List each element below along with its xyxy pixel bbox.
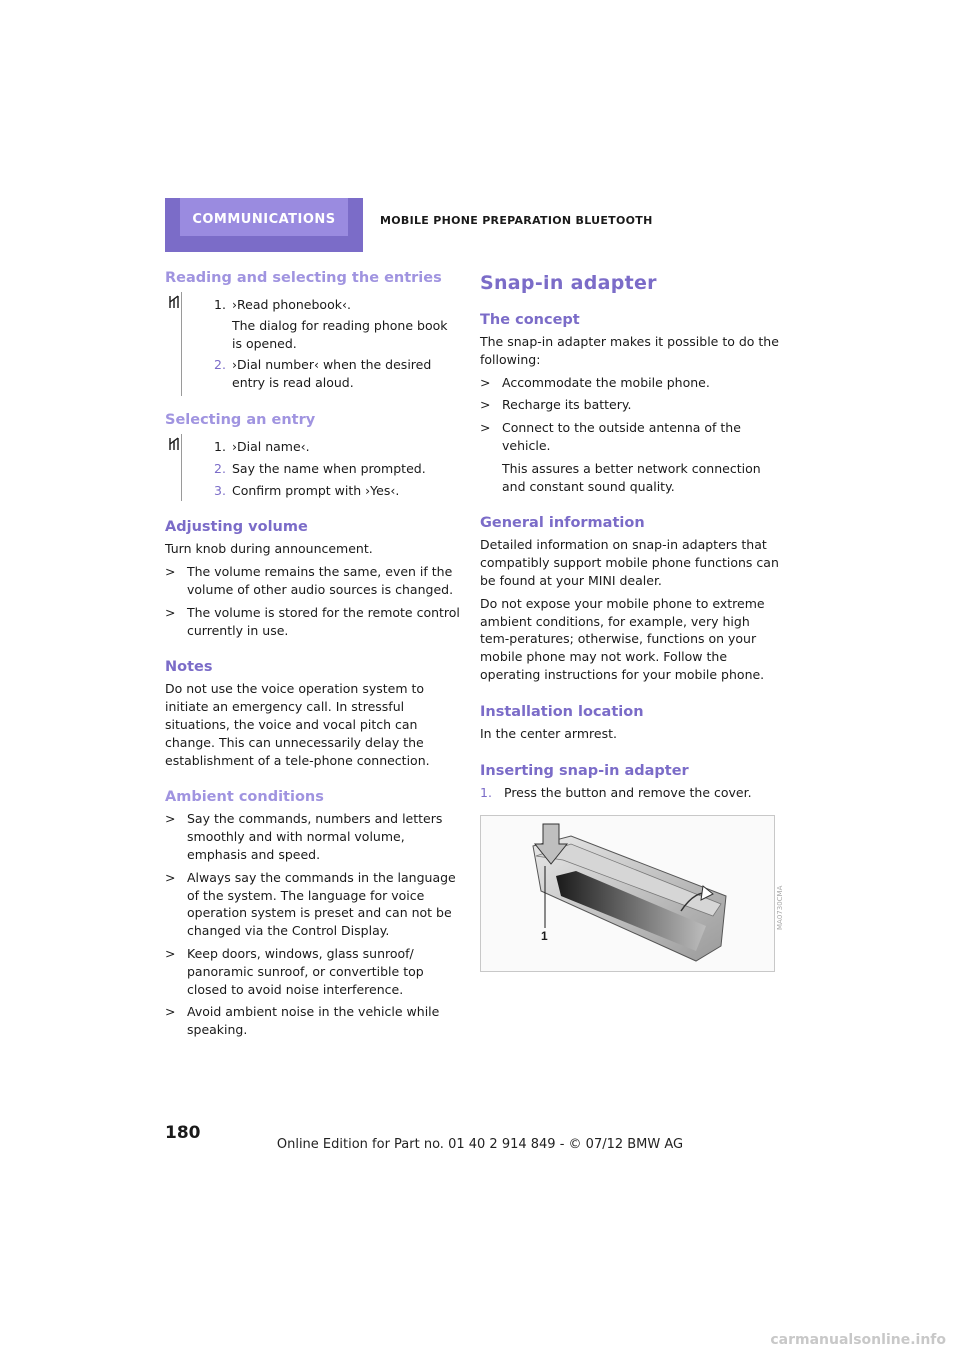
install-heading: Installation location — [480, 703, 644, 720]
step-text: Confirm prompt with ›Yes‹. — [232, 482, 400, 498]
bullet-mark: > — [165, 604, 176, 620]
step-number: 2. — [214, 460, 226, 476]
watermark: carmanualsonline.info — [770, 1332, 946, 1348]
reading-heading: Reading and selecting the entries — [165, 270, 442, 286]
step-number: 1. — [214, 297, 226, 312]
step-text: ›Read phonebook‹. — [232, 297, 351, 312]
concept-heading: The concept — [480, 312, 580, 328]
bullet-mark: > — [165, 1004, 176, 1020]
bullet-text: Accommodate the mobile phone. — [502, 374, 710, 390]
ambient-bullet-4 — [165, 1003, 460, 1039]
footer-text: Online Edition for Part no. 01 40 2 914 849 - © 07/12 BMW AG — [276, 1137, 684, 1152]
bullet-text: The volume is stored for the remote control currently in use. — [187, 604, 460, 638]
section-tab — [165, 198, 363, 252]
bullet-mark: > — [480, 374, 491, 390]
install-text: In the center armrest. — [480, 725, 617, 741]
selecting-step-2 — [214, 460, 460, 478]
bullet-text: Connect to the outside antenna of the vehicle. — [502, 420, 741, 453]
volume-heading: Adjusting volume — [165, 519, 308, 536]
notes-heading: Notes — [165, 659, 213, 676]
step-text: ›Dial number‹ when the desired entry is read aloud. — [232, 357, 432, 391]
step-number: 1. — [214, 438, 226, 454]
reading-step-1 — [214, 296, 460, 352]
concept-note: This assures a better network connection and constant sound quality. — [502, 460, 761, 494]
general-p1: Detailed information on snap-in adapters that compatibly support mobile phone functions can be found at your MINI dealer. — [480, 537, 779, 588]
microphone-icon — [168, 294, 180, 310]
volume-intro: Turn knob during announcement. — [165, 541, 373, 557]
step-text: Press the button and remove the cover. — [504, 784, 752, 800]
bullet-mark: > — [165, 945, 176, 961]
figure-code: MA0730CMA — [776, 885, 784, 930]
bullet-mark: > — [480, 397, 491, 413]
bullet-mark: > — [165, 869, 176, 885]
armrest-illustration — [480, 815, 775, 972]
armrest-drawing — [481, 816, 774, 971]
bullet-text: Recharge its battery. — [502, 397, 632, 413]
page-number: 180 — [165, 1123, 201, 1143]
subsection-title: MOBILE PHONE PREPARATION BLUETOOTH — [380, 214, 653, 227]
notes-text: Do not use the voice operation system to initiate an emergency call. In stressful situations, the voice and vocal pitch can change. This can unnecessarily delay the establishment of a tele-phone connection. — [165, 681, 430, 768]
bullet-mark: > — [165, 811, 176, 827]
snap-in-title: Snap-in adapter — [480, 272, 657, 294]
bullet-mark: > — [480, 420, 491, 436]
ambient-bullet-1 — [165, 810, 460, 863]
ambient-heading: Ambient conditions — [165, 789, 324, 806]
bullet-text: Say the commands, numbers and letters smoothly and with normal volume, emphasis and speed. — [187, 811, 443, 862]
selecting-heading: Selecting an entry — [165, 411, 316, 428]
general-heading: General information — [480, 515, 645, 532]
step-number: 3. — [214, 482, 226, 498]
volume-bullet-2 — [165, 604, 460, 640]
figure-callout: 1 — [541, 929, 548, 943]
microphone-icon — [168, 436, 180, 452]
concept-bullet-3 — [480, 419, 780, 455]
volume-bullet-1 — [165, 563, 460, 599]
reading-step-2 — [214, 356, 460, 392]
concept-bullet-1 — [480, 374, 780, 392]
step-number: 1. — [480, 784, 492, 800]
step-number: 2. — [214, 357, 226, 373]
inserting-heading: Inserting snap-in adapter — [480, 762, 689, 779]
section-title: COMMUNICATIONS — [192, 212, 336, 227]
ambient-bullet-2 — [165, 869, 460, 940]
ambient-bullet-3 — [165, 945, 460, 998]
concept-bullet-2 — [480, 396, 780, 414]
step-text: ›Dial name‹. — [232, 438, 310, 454]
left-column — [165, 270, 460, 1039]
step-text: Say the name when prompted. — [232, 460, 426, 476]
bullet-mark: > — [165, 564, 176, 580]
step-subtext: The dialog for reading phone book is opened. — [232, 317, 448, 351]
selecting-command-block — [181, 434, 460, 501]
selecting-step-3 — [214, 482, 460, 500]
reading-command-block — [181, 292, 460, 396]
selecting-step-1 — [214, 438, 460, 456]
bullet-text: The volume remains the same, even if the volume of other audio sources is changed. — [187, 564, 454, 597]
concept-intro: The snap-in adapter makes it possible to do the following: — [480, 334, 779, 367]
bullet-text: Always say the commands in the language of the system. The language for voice operation system is preset and can not be changed via the Control Display. — [187, 869, 456, 939]
bullet-text: Avoid ambient noise in the vehicle while speaking. — [187, 1004, 440, 1038]
bullet-text: Keep doors, windows, glass sunroof/ panoramic sunroof, or convertible top closed to avoid noise interference. — [187, 945, 424, 997]
right-column — [480, 270, 780, 801]
general-p2: Do not expose your mobile phone to extreme ambient conditions, for example, very high tem-peratures; otherwise, functions on your mobile phone may not work. Follow the operating instructions for your mobile phone. — [480, 595, 765, 682]
inserting-step-1 — [480, 784, 780, 802]
